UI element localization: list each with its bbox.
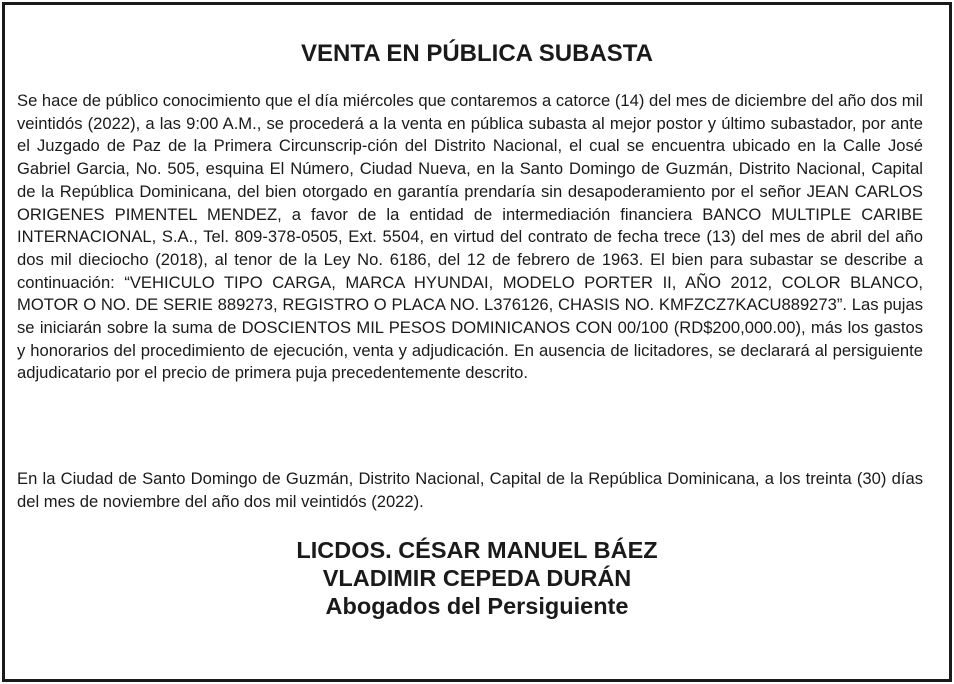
signature-role: Abogados del Persiguiente: [325, 593, 629, 619]
signature-lawyer-1: LICDOS. CÉSAR MANUEL BÁEZ: [296, 537, 658, 563]
signature-lawyer-2: VLADIMIR CEPEDA DURÁN: [322, 565, 632, 591]
notice-title: VENTA EN PÚBLICA SUBASTA: [300, 40, 653, 67]
notice-body-paragraph: Se hace de público conocimiento que el día miércoles que contaremos a catorce (14) del mes de diciembre del año dos mil veintidós (2022), a las 9:00 A.M., se procederá a la venta en pública subasta al mejor postor y último subastador, por ante el Juzgado de Paz de la Primera Circunscrip-ción del Distrito Nacional, el cual se encuentra ubicado en la Calle José Gabriel Garcia, No. 505, esquina El Número, Ciudad Nueva, en la Santo Domingo de Guzmán, Distrito Nacional, Capital de la República Dominicana, del bien otorgado en garantía prendaría sin desapoderamiento por el señor JEAN CARLOS ORIGENES PIMENTEL MENDEZ, a favor de la entidad de intermediación financiera BANCO MULTIPLE CARIBE INTERNACIONAL, S.A., Tel. 809-378-0505, Ext. 5504, en virtud del contrato de fecha trece (13) del mes de abril del año dos mil dieciocho (2018), al tenor de la Ley No. 6186, del 12 de febrero de 1963. El bien para subastar se describe a continuación: “VEHICULO TIPO CARGA, MARCA HYUNDAI, MODELO PORTER II, AÑO 2012, COLOR BLANCO, MOTOR O NO. DE SERIE 889273, REGISTRO O PLACA NO. L376126, CHASIS NO. KMFZCZ7KACU889273”. Las pujas se iniciarán sobre la suma de DOSCIENTOS MIL PESOS DOMINICANOS CON 00/100 (RD$200,000.00), más los gastos y honorarios del procedimiento de ejecución, venta y adjudicación. En ausencia de licitadores, se declarará al persiguiente adjudicatario por el precio de primera puja precedentemente descrito.: [17, 91, 923, 383]
notice-date-paragraph: En la Ciudad de Santo Domingo de Guzmán, Distrito Nacional, Capital de la República Dominicana, a los treinta (30) días del mes de noviembre del año dos mil veintidós (2022).: [17, 469, 923, 511]
